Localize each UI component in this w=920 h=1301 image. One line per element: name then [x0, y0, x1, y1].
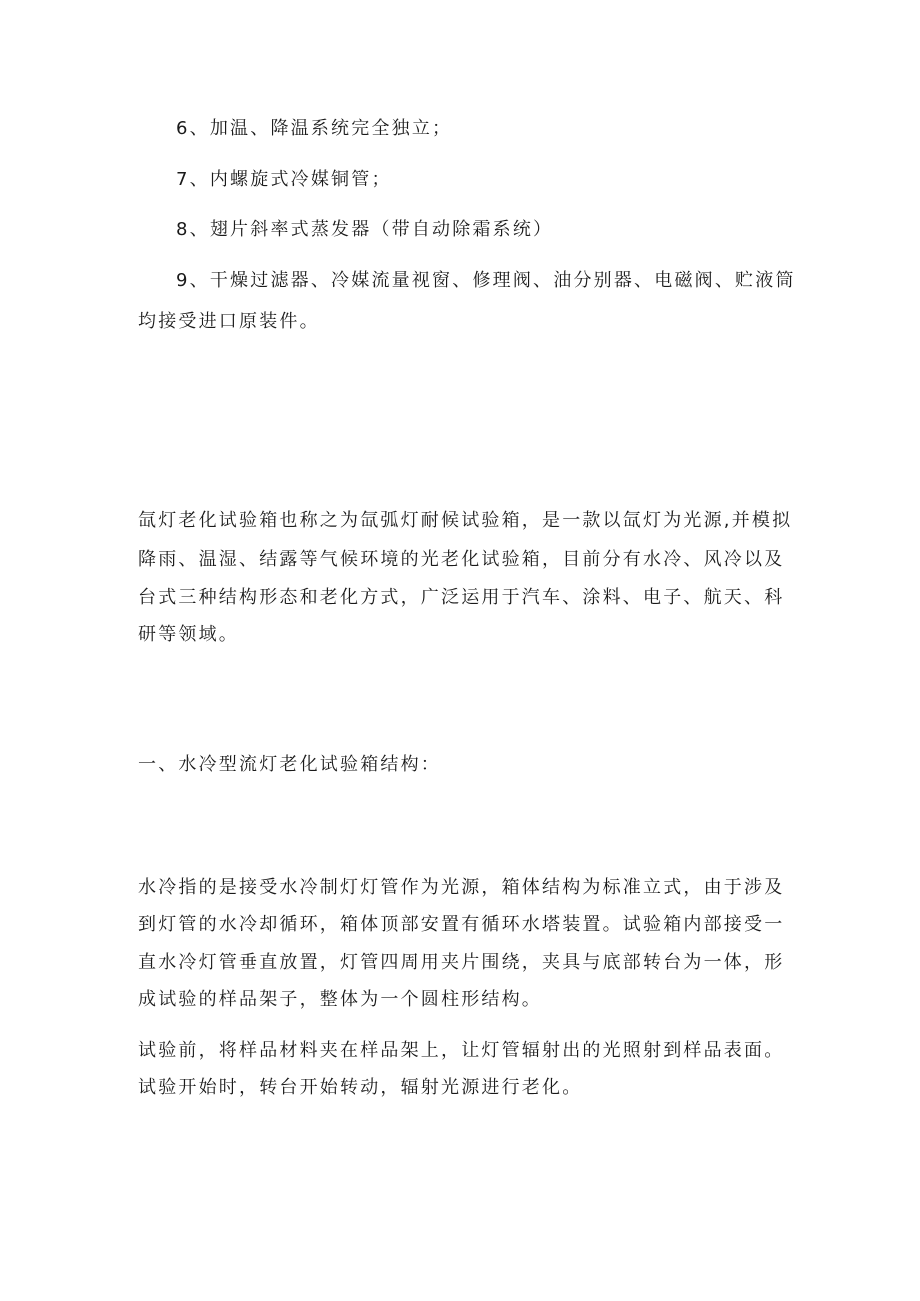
structure-line-2: 到灯管的水冷却循环，箱体顶部安置有循环水塔装置。试验箱内部接受一	[138, 914, 785, 935]
list-item-6: 6、加温、降温系统完全独立；	[176, 118, 453, 139]
list-item-9-line-1: 9、干燥过滤器、冷媒流量视窗、修理阀、油分别器、电磁阀、贮液筒	[176, 270, 796, 291]
list-item-9-line-2: 均接受进口原装件。	[138, 311, 320, 332]
intro-line-3: 台式三种结构形态和老化方式，广泛运用于汽车、涂料、电子、航天、科	[138, 587, 785, 608]
intro-line-4: 研等领域。	[138, 624, 239, 645]
intro-line-2: 降雨、温湿、结露等气候环境的光老化试验箱，目前分有水冷、风冷以及	[138, 549, 785, 570]
section-heading: 一、水冷型流灯老化试验箱结构：	[138, 754, 441, 775]
structure-line-1: 水冷指的是接受水冷制灯灯管作为光源，箱体结构为标准立式，由于涉及	[138, 877, 785, 898]
test-line-1: 试验前，将样品材料夹在样品架上，让灯管辐射出的光照射到样品表面。	[138, 1040, 785, 1061]
test-line-2: 试验开始时，转台开始转动，辐射光源进行老化。	[138, 1077, 583, 1098]
structure-line-3: 直水冷灯管垂直放置，灯管四周用夹片围绕，夹具与底部转台为一体，形	[138, 952, 785, 973]
structure-line-4: 成试验的样品架子，整体为一个圆柱形结构。	[138, 989, 542, 1010]
intro-line-1: 氙灯老化试验箱也称之为氙弧灯耐候试验箱，是一款以氙灯为光源,并模拟	[138, 510, 793, 531]
list-item-7: 7、内螺旋式冷媒铜管；	[176, 169, 392, 190]
list-item-8: 8、翅片斜率式蒸发器（带自动除霜系统）	[176, 219, 554, 240]
